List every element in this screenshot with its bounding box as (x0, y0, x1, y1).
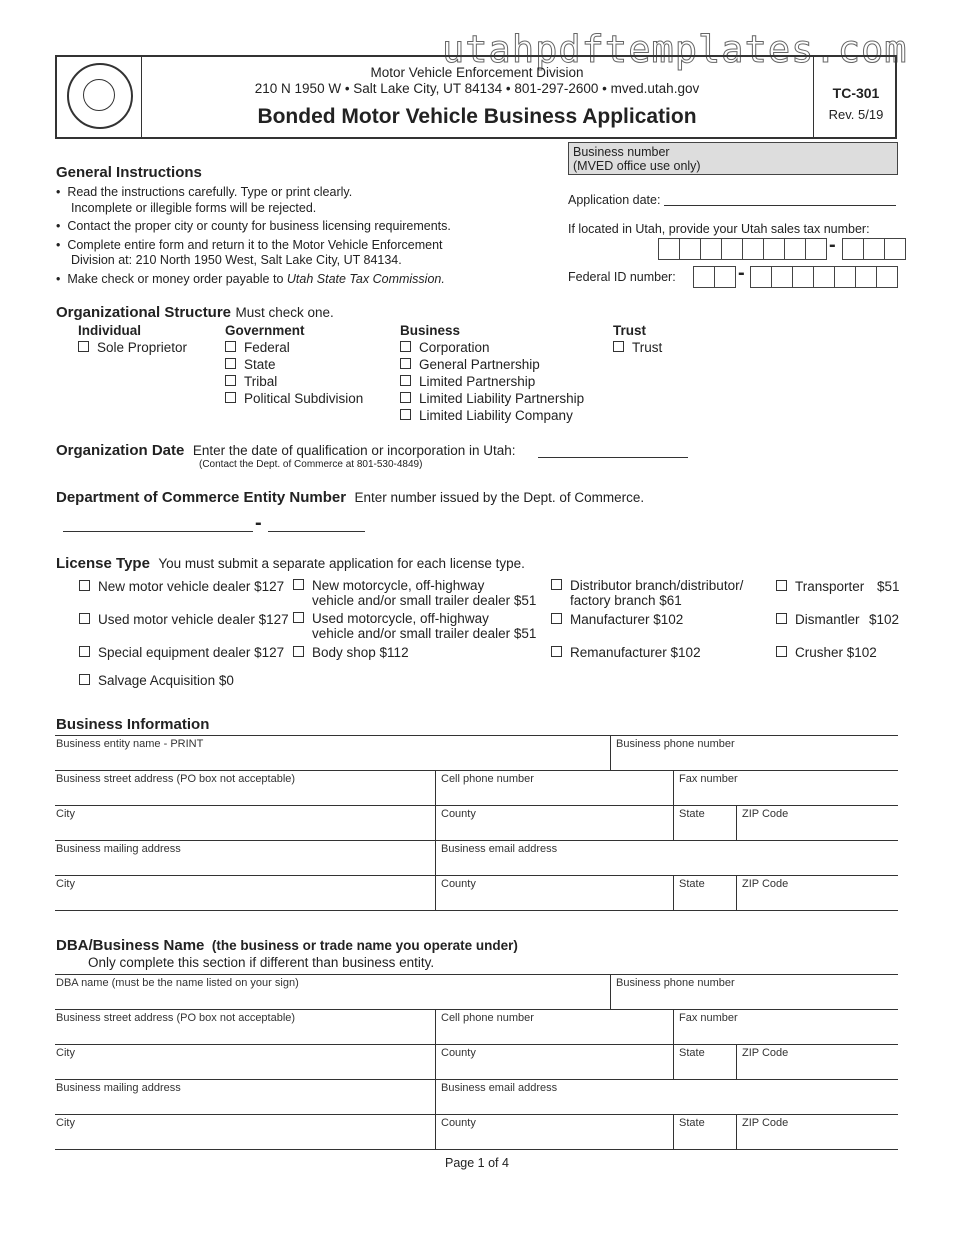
license-used-motorcycle[interactable]: Used motorcycle, off-highway vehicle and/or small trailer dealer $51 (293, 612, 536, 641)
form-row (55, 1114, 898, 1150)
dba-city-field[interactable]: City (56, 1047, 75, 1059)
org-group-government (225, 322, 363, 407)
checkbox-icon[interactable] (79, 613, 90, 624)
license-body-shop[interactable]: Body shop $112 (293, 645, 409, 660)
state-field[interactable]: State (673, 806, 736, 841)
dba-mailing-county-field[interactable]: County (435, 1115, 673, 1150)
dba-state-field[interactable]: State (673, 1045, 736, 1080)
page-number: Page 1 of 4 (445, 1156, 509, 1170)
form-number-box (813, 57, 898, 137)
checkbox-icon[interactable] (776, 580, 787, 591)
instruction-item: • Contact the proper city or county for business licensing requirements. (56, 219, 451, 233)
street-address-field[interactable]: Business street address (PO box not acceptable) (56, 773, 296, 785)
mailing-address-field[interactable]: Business mailing address (56, 843, 181, 855)
license-special-equipment[interactable]: Special equipment dealer $127 (79, 645, 284, 660)
sales-tax-suffix-boxes[interactable] (843, 238, 906, 260)
org-option-general-partnership[interactable]: General Partnership (400, 356, 584, 373)
division-name: Motor Vehicle Enforcement Division (370, 65, 584, 80)
email-field[interactable]: Business email address (435, 841, 898, 876)
checkbox-icon[interactable] (551, 613, 562, 624)
license-new-motor-vehicle[interactable]: New motor vehicle dealer $127 (79, 579, 284, 594)
org-option-llc[interactable]: Limited Liability Company (400, 407, 584, 424)
checkbox-icon[interactable] (225, 358, 236, 369)
business-info-heading: Business Information (56, 716, 210, 733)
checkbox-icon[interactable] (400, 375, 411, 386)
business-number-box (568, 142, 898, 175)
checkbox-icon[interactable] (400, 358, 411, 369)
license-used-motor-vehicle[interactable]: Used motor vehicle dealer $127 (79, 612, 289, 627)
checkbox-icon[interactable] (225, 375, 236, 386)
division-address: 210 N 1950 W • Salt Lake City, UT 84134 • 801-297-2600 • mved.utah.gov (254, 81, 700, 96)
watermark: utahpdftemplates.com (442, 28, 908, 71)
dba-mailing-zip-field[interactable]: ZIP Code (736, 1115, 898, 1150)
checkbox-icon[interactable] (225, 341, 236, 352)
instruction-item: • Complete entire form and return it to the Motor Vehicle Enforcement (56, 237, 443, 252)
sales-tax-label: If located in Utah, provide your Utah sales tax number: (568, 222, 870, 236)
form-row (55, 974, 898, 1009)
business-phone-field[interactable]: Business phone number (610, 736, 898, 771)
license-manufacturer[interactable]: Manufacturer $102 (551, 612, 683, 627)
form-row (55, 1044, 898, 1079)
license-dismantler[interactable]: Dismantler (776, 612, 860, 627)
federal-id-boxes[interactable] (751, 266, 898, 288)
dba-cell-field[interactable]: Cell phone number (435, 1010, 673, 1045)
entity-number-suffix-field[interactable] (268, 531, 365, 532)
entity-name-field[interactable]: Business entity name - PRINT (56, 738, 204, 750)
org-option-corporation[interactable]: Corporation (400, 339, 584, 356)
office-use-label: (MVED office use only) (573, 159, 701, 173)
checkbox-icon[interactable] (79, 646, 90, 657)
org-group-title: Business (400, 323, 461, 338)
application-date-field[interactable] (664, 205, 896, 206)
zip-field[interactable]: ZIP Code (736, 806, 898, 841)
org-option-tribal[interactable]: Tribal (225, 373, 363, 390)
mailing-zip-field[interactable]: ZIP Code (736, 876, 898, 911)
fax-field[interactable]: Fax number (673, 771, 898, 806)
dba-fax-field[interactable]: Fax number (673, 1010, 898, 1045)
business-number-label: Business number (573, 145, 670, 159)
org-option-sole-proprietor[interactable]: Sole Proprietor (78, 339, 187, 356)
cell-phone-field[interactable]: Cell phone number (435, 771, 673, 806)
dba-phone-field[interactable]: Business phone number (610, 975, 898, 1010)
org-option-trust[interactable]: Trust (613, 339, 662, 356)
license-new-motorcycle[interactable]: New motorcycle, off-highway vehicle and/or small trailer dealer $51 (293, 579, 536, 608)
dash-icon: - (255, 512, 262, 534)
dba-mailing-state-field[interactable]: State (673, 1115, 736, 1150)
form-header (55, 55, 897, 139)
checkbox-icon[interactable] (551, 646, 562, 657)
instruction-item: • Read the instructions carefully. Type or print clearly. (56, 185, 353, 199)
dba-zip-field[interactable]: ZIP Code (736, 1045, 898, 1080)
mailing-county-field[interactable]: County (435, 876, 673, 911)
license-transporter[interactable]: Transporter (776, 579, 864, 594)
form-row (55, 735, 898, 770)
org-structure-heading: Organizational Structure Must check one. (56, 304, 334, 321)
org-option-llp[interactable]: Limited Liability Partnership (400, 390, 584, 407)
instructions-heading: General Instructions (56, 164, 202, 181)
commerce-heading: Department of Commerce Entity Number Enter number issued by the Dept. of Commerce. (56, 489, 645, 506)
sales-tax-boxes[interactable] (659, 238, 827, 260)
dash-icon: - (738, 262, 745, 284)
mailing-city-field[interactable]: City (56, 878, 75, 890)
checkbox-icon[interactable] (400, 409, 411, 420)
org-date-heading: Organization Date Enter the date of qualification or incorporation in Utah: (56, 442, 516, 459)
checkbox-icon[interactable] (400, 341, 411, 352)
checkbox-icon[interactable] (78, 341, 89, 352)
form-row (55, 840, 898, 875)
form-row (55, 875, 898, 911)
federal-id-label: Federal ID number: (568, 270, 676, 284)
form-revision: Rev. 5/19 (828, 107, 884, 122)
commerce-contact-note: (Contact the Dept. of Commerce at 801-530-4849) (199, 459, 423, 470)
checkbox-icon[interactable] (293, 646, 304, 657)
dba-mailing-field[interactable]: Business mailing address (56, 1082, 181, 1094)
checkbox-icon[interactable] (293, 612, 304, 623)
form-title: Bonded Motor Vehicle Business Application (257, 105, 697, 128)
application-date-label: Application date: (568, 193, 661, 207)
org-group-title: Individual (78, 323, 142, 338)
license-salvage-acquisition[interactable]: Salvage Acquisition $0 (79, 673, 234, 688)
form-row (55, 770, 898, 805)
dba-name-field[interactable]: DBA name (must be the name listed on your sign) (56, 977, 299, 989)
federal-id-prefix-boxes[interactable] (694, 266, 736, 288)
seal-area (57, 57, 142, 137)
entity-number-field[interactable] (63, 531, 253, 532)
dba-county-field[interactable]: County (435, 1045, 673, 1080)
dba-mailing-city-field[interactable]: City (56, 1117, 75, 1129)
dash-icon: - (829, 234, 836, 256)
license-dismantler-fee: $102 (869, 612, 900, 627)
form-row (55, 1009, 898, 1044)
county-field[interactable]: County (435, 806, 673, 841)
checkbox-icon[interactable] (776, 646, 787, 657)
form-number: TC-301 (832, 85, 880, 101)
org-group-trust (613, 322, 662, 356)
checkbox-icon[interactable] (225, 392, 236, 403)
dba-street-field[interactable]: Business street address (PO box not acceptable) (56, 1012, 296, 1024)
license-transporter-fee: $51 (877, 579, 900, 594)
org-option-state[interactable]: State (225, 356, 363, 373)
checkbox-icon[interactable] (79, 674, 90, 685)
dba-email-field[interactable]: Business email address (435, 1080, 898, 1115)
org-option-political-subdivision[interactable]: Political Subdivision (225, 390, 363, 407)
state-seal-icon (67, 63, 133, 129)
checkbox-icon[interactable] (293, 579, 304, 590)
form-row (55, 1079, 898, 1114)
license-heading: License Type You must submit a separate application for each license type. (56, 555, 525, 572)
city-field[interactable]: City (56, 808, 75, 820)
instructions-list (56, 185, 476, 287)
checkbox-icon[interactable] (400, 392, 411, 403)
checkbox-icon[interactable] (776, 613, 787, 624)
license-remanufacturer[interactable]: Remanufacturer $102 (551, 645, 701, 660)
instruction-item: • Make check or money order payable to Utah State Tax Commission. (56, 271, 445, 286)
seal-inner-icon (83, 79, 115, 111)
license-crusher[interactable]: Crusher $102 (776, 645, 877, 660)
org-group-title: Trust (613, 323, 647, 338)
dba-heading: DBA/Business Name (the business or trade name you operate under) (56, 937, 518, 954)
org-date-field[interactable] (538, 457, 688, 458)
instruction-item: Incomplete or illegible forms will be rejected. (71, 200, 317, 215)
checkbox-icon[interactable] (613, 341, 624, 352)
checkbox-icon[interactable] (551, 579, 562, 590)
mailing-state-field[interactable]: State (673, 876, 736, 911)
org-group-title: Government (225, 323, 305, 338)
checkbox-icon[interactable] (79, 580, 90, 591)
org-group-individual (78, 322, 187, 356)
org-group-business (400, 322, 584, 424)
dba-subnote: Only complete this section if different than business entity. (88, 955, 435, 970)
org-option-limited-partnership[interactable]: Limited Partnership (400, 373, 584, 390)
instruction-item: Division at: 210 North 1950 West, Salt Lake City, UT 84134. (71, 253, 402, 267)
form-row (55, 805, 898, 840)
license-distributor[interactable]: Distributor branch/distributor/ factory branch $61 (551, 579, 743, 608)
org-option-federal[interactable]: Federal (225, 339, 363, 356)
